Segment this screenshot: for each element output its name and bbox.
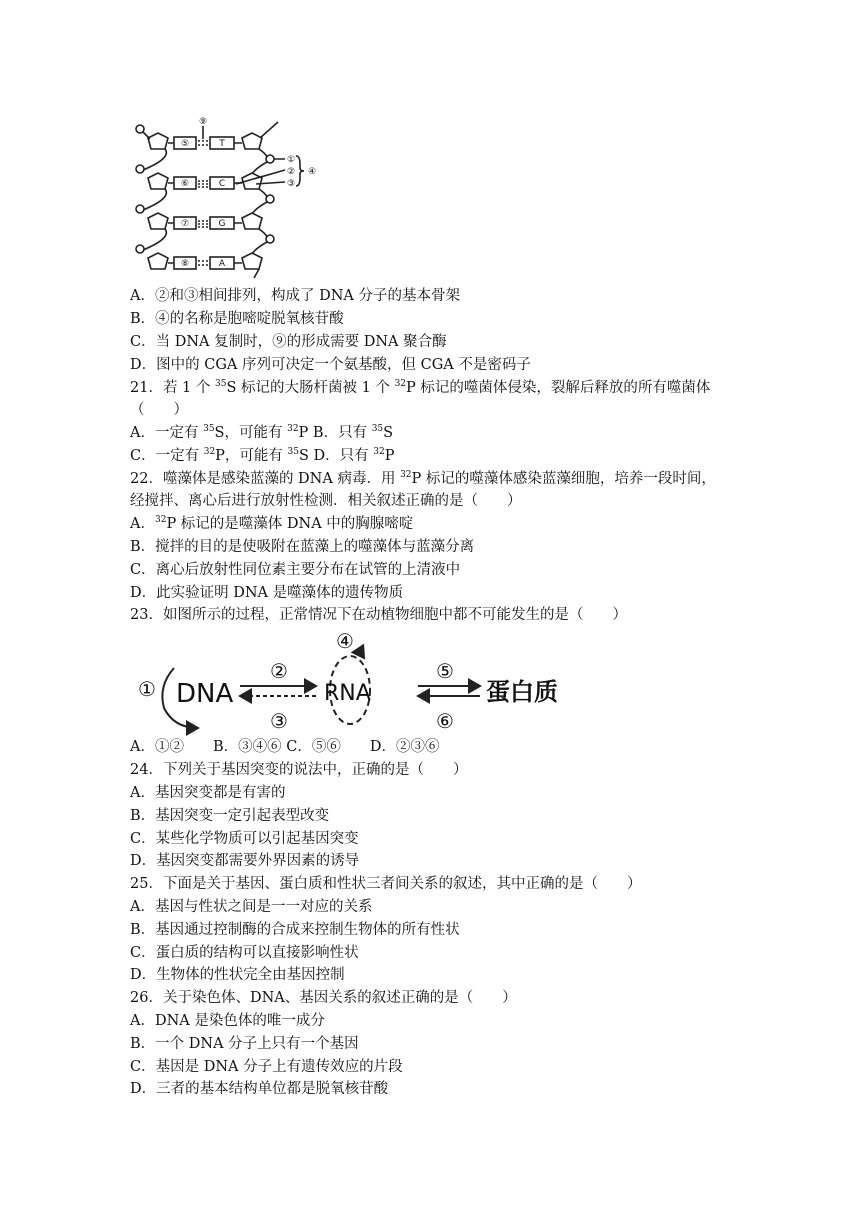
label-1: ① [286,155,296,165]
label-4: ④ [307,167,317,177]
base-A: A [218,259,226,269]
base-label-5: ⑤ [180,139,190,149]
label-3: ③ [286,179,296,189]
q22-option-d: D．此实验证明 DNA 是噬藻体的遗传物质 [130,585,404,601]
q23-stem: 23．如图所示的过程，正常情况下在动植物细胞中都不可能发生的是（ ） [130,607,627,623]
circled-2: ② [270,659,288,683]
circled-1: ① [138,677,156,701]
q22-stem-cont: 经搅拌、离心后进行放射性检测．相关叙述正确的是（ ） [130,493,522,509]
q25-option-c: C．蛋白质的结构可以直接影响性状 [130,945,359,961]
q22-stem: 22．噬藻体是感染蓝藻的 DNA 病毒．用 $^{32}$P 标记的噬藻体感染蓝藻细胞，培养一段时间， [130,470,716,487]
base-T: T [219,139,225,149]
q21-options-ab: A．一定有 $^{35}$S，可能有 $^{32}$P B．只有 $^{35}$S [130,424,394,441]
base-label-7: ⑦ [180,219,190,229]
q21-options-cd: C．一定有 $^{32}$P，可能有 $^{35}$S D．只有 $^{32}$P [130,447,395,464]
label-9: ⑨ [198,117,208,127]
q25-option-d: D．生物体的性状完全由基因控制 [130,967,345,983]
dna-label: DNA [176,679,234,709]
q22-option-a: A．$^{32}$P 标记的是噬藻体 DNA 中的胸腺嘧啶 [130,515,414,532]
central-dogma-diagram [128,624,568,740]
q26-option-c: C．基因是 DNA 分子上有遗传效应的片段 [130,1059,403,1075]
q20-option-a: A．②和③相间排列，构成了 DNA 分子的基本骨架 [130,288,460,304]
q24-option-c: C．某些化学物质可以引起基因突变 [130,831,359,847]
q21-stem-cont: （ ） [130,402,188,418]
base-label-8: ⑧ [180,259,190,269]
q26-option-d: D．三者的基本结构单位都是脱氧核苷酸 [130,1081,389,1097]
base-G: G [218,219,226,229]
q24-option-a: A．基因突变都是有害的 [130,785,286,801]
q20-option-d: D．图中的 CGA 序列可决定一个氨基酸，但 CGA 不是密码子 [130,357,531,373]
q26-stem: 26．关于染色体、DNA、基因关系的叙述正确的是（ ） [130,990,517,1006]
q25-option-b: B．基因通过控制酶的合成来控制生物体的所有性状 [130,922,460,938]
q26-option-b: B．一个 DNA 分子上只有一个基因 [130,1036,359,1052]
q20-option-b: B．④的名称是胞嘧啶脱氧核苷酸 [130,311,344,327]
q20-option-c: C．当 DNA 复制时，⑨的形成需要 DNA 聚合酶 [130,334,447,350]
q24-option-b: B．基因突变一定引起表型改变 [130,808,330,824]
q25-option-a: A．基因与性状之间是一一对应的关系 [130,899,373,915]
circled-4: ④ [336,629,354,653]
q21-stem: 21．若 1 个 $^{35}$S 标记的大肠杆菌被 1 个 $^{32}$P 标记的噬菌体侵染，裂解后释放的所有噬菌体 [130,379,711,396]
q22-option-b: B．搅拌的目的是使吸附在蓝藻上的噬藻体与蓝藻分离 [130,539,475,555]
q22-option-c: C．离心后放射性同位素主要分布在试管的上清液中 [130,562,461,578]
q25-stem: 25．下面是关于基因、蛋白质和性状三者间关系的叙述，其中正确的是（ ） [130,876,642,892]
q23-options: A．①② B．③④⑥ C．⑤⑥ D．②③⑥ [130,739,440,755]
circled-3: ③ [270,709,288,733]
q24-stem: 24．下列关于基因突变的说法中，正确的是（ ） [130,762,468,778]
protein-label: 蛋白质 [486,678,558,706]
base-C: C [218,179,226,189]
q26-option-a: A．DNA 是染色体的唯一成分 [130,1013,325,1029]
label-2: ② [286,167,296,177]
circled-5: ⑤ [436,659,454,683]
dna-structure-diagram [128,112,328,278]
q24-option-d: D．基因突变都需要外界因素的诱导 [130,853,360,869]
circled-6: ⑥ [436,709,454,733]
base-label-6: ⑥ [180,179,190,189]
rna-label: RNA [324,681,371,706]
